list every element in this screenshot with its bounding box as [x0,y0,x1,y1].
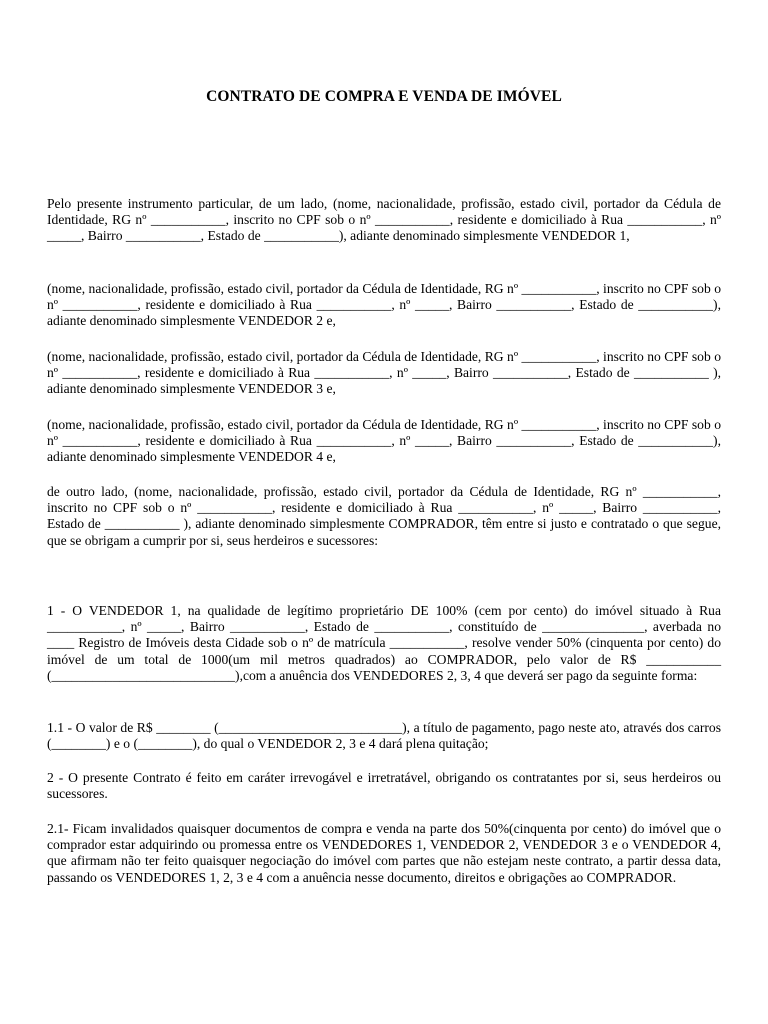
clause-1: 1 - O VENDEDOR 1, na qualidade de legítimo proprietário DE 100% (cem por cento) do imóvel situado à Rua ___________, nº _____, Bairro ___________, Estado de ___________, constituído de _______________, averbada no ____ Registro de Imóveis desta Cidade sob o nº de matrícula ___________, resolve vender 50% (cinquenta por cento) do imóvel de um total de 1000(um mil metros quadrados) ao COMPRADOR, pelo valor de R$ ___________ (___________________________),com a anuência dos VENDEDORES 2, 3, 4 que deverá ser pago da seguinte forma: [47,603,721,683]
paragraph-comprador: de outro lado, (nome, nacionalidade, profissão, estado civil, portador da Cédula de Identidade, RG nº ___________, inscrito no CPF sob o nº ___________, residente e domiciliado à Rua ___________, nº _____, Bairro ___________, Estado de ___________ ), adiante denominado simplesmente COMPRADOR, têm entre si justo e contratado o que segue, que se obrigam a cumprir por si, seus herdeiros e sucessores: [47,484,721,548]
paragraph-vendedor-4: (nome, nacionalidade, profissão, estado civil, portador da Cédula de Identidade, RG nº ___________, inscrito no CPF sob o nº ___________, residente e domiciliado à Rua ___________, nº _____, Bairro ___________, Estado de ___________), adiante denominado simplesmente VENDEDOR 4 e, [47,417,721,465]
clause-2: 2 - O presente Contrato é feito em caráter irrevogável e irretratável, obrigando os contratantes por si, seus herdeiros ou sucessores. [47,770,721,802]
clause-1-1: 1.1 - O valor de R$ ________ (___________________________), a título de pagamento, pago neste ato, através dos carros (________) e o (________), do qual o VENDEDOR 2, 3 e 4 dará plena quitação; [47,720,721,752]
document-title: CONTRATO DE COMPRA E VENDA DE IMÓVEL [206,88,562,105]
paragraph-vendedor-1: Pelo presente instrumento particular, de um lado, (nome, nacionalidade, profissão, estado civil, portador da Cédula de Identidade, RG nº ___________, inscrito no CPF sob o nº ___________, residente e domiciliado à Rua ___________, nº _____, Bairro ___________, Estado de ___________), adiante denominado simplesmente VENDEDOR 1, [47,196,721,244]
paragraph-vendedor-2: (nome, nacionalidade, profissão, estado civil, portador da Cédula de Identidade, RG nº ___________, inscrito no CPF sob o nº ___________, residente e domiciliado à Rua ___________, nº _____, Bairro ___________, Estado de ___________), adiante denominado simplesmente VENDEDOR 2 e, [47,281,721,329]
paragraph-vendedor-3: (nome, nacionalidade, profissão, estado civil, portador da Cédula de Identidade, RG nº ___________, inscrito no CPF sob o nº ___________, residente e domiciliado à Rua ___________, nº _____, Bairro ___________, Estado de ___________ ), adiante denominado simplesmente VENDEDOR 3 e, [47,349,721,397]
clause-2-1: 2.1- Ficam invalidados quaisquer documentos de compra e venda na parte dos 50%(cinquenta por cento) do imóvel que o comprador estar adquirindo ou promessa entre os VENDEDORES 1, VENDEDOR 2, VENDEDOR 3 e o VENDEDOR 4, que afirmam não ter feito quaisquer negociação do imóvel com partes que não estejam neste contrato, a partir dessa data, passando os VENDEDORES 1, 2, 3 e 4 com a anuência nesse documento, direitos e obrigações ao COMPRADOR. [47,821,721,885]
